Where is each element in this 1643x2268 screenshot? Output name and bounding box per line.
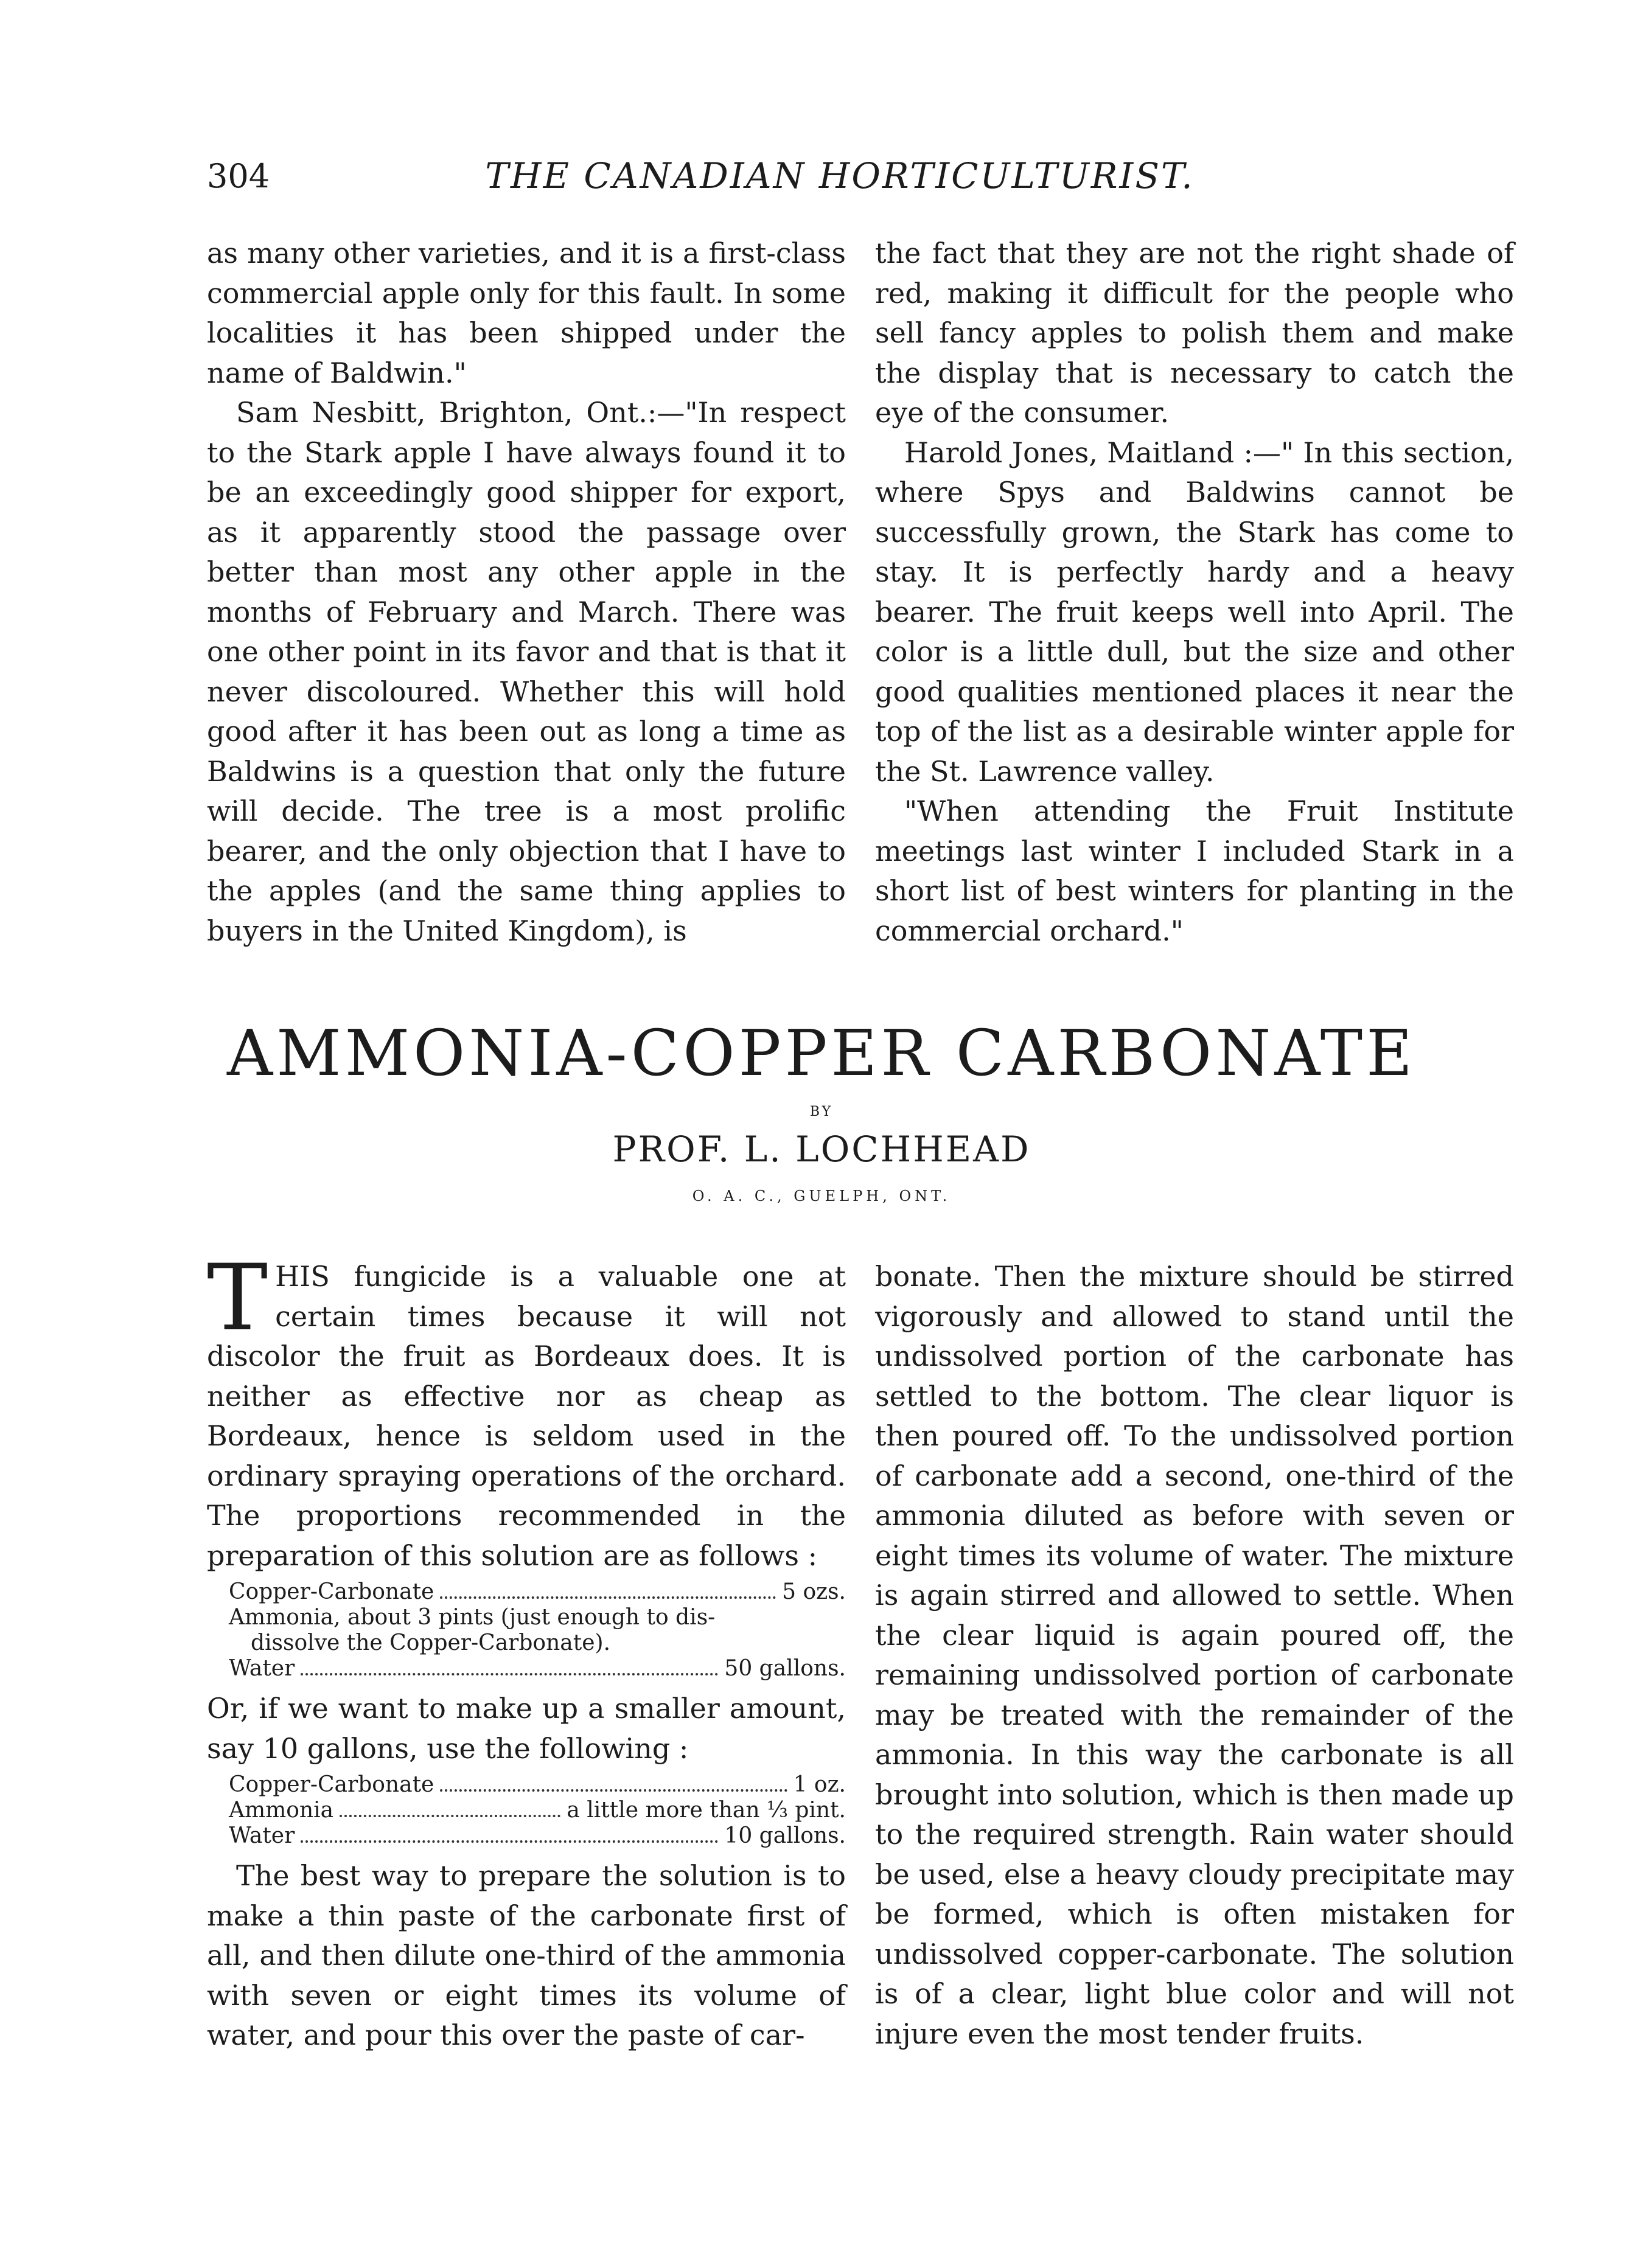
paragraph: Sam Nesbitt, Brighton, Ont.:—"In respect to the Stark apple I have always found it to be an exceedingly good shipper for export, as it apparently stood the passage over better than most any other apple in the months of February and March. There was one other point in its favor and that is that it never discoloured. Whether this will hold good after it has been out as long a time as Baldwins is a question that only the future will decide. The tree is a most prolific bearer, and the only objection that I have to the apples (and the same thing applies to buyers in the United Kingdom), is: [207, 396, 846, 947]
ingredient-quantity: 5 ozs.: [782, 1579, 846, 1604]
article-left-column: [207, 1245, 846, 2056]
article-right-column: [875, 1257, 1514, 2054]
paragraph: [207, 1245, 846, 1576]
recipe-list: [207, 1579, 846, 1682]
paragraph: Or, if we want to make up a smaller amount, say 10 gallons, use the following :: [207, 1692, 846, 1765]
top-right-column: [875, 234, 1514, 951]
ingredient-name: Ammonia: [229, 1798, 334, 1823]
paragraph-text: HIS fungicide is a valuable one at certain times because it will not discolor the fruit as Bordeaux does. It is neither as effective nor as cheap as Bordeaux, hence is seldom used in the ordinary spraying operations of the orchard. The proportions recommended in the preparation of this solution are as follows :: [207, 1260, 846, 1572]
paragraph: "When attending the Fruit Institute meetings last winter I included Stark in a short list of best winters for planting in the commercial orchard.": [875, 795, 1514, 947]
ingredient-name: Copper-Carbonate: [229, 1772, 434, 1797]
leader-dots: [301, 1656, 718, 1675]
leader-dots: [440, 1579, 776, 1599]
author-affiliation: O. A. C., GUELPH, ONT.: [692, 1188, 951, 1205]
top-left-column: [207, 234, 846, 951]
author-name: PROF. L. LOCHHEAD: [612, 1129, 1031, 1170]
recipe-row: [207, 1656, 846, 1682]
recipe-row: [207, 1579, 846, 1605]
article-title: AMMONIA-COPPER CARBONATE: [226, 1016, 1417, 1090]
recipe-list: [207, 1772, 846, 1849]
ingredient-quantity: 50 gallons.: [724, 1656, 846, 1681]
paragraph: The best way to prepare the solution is to make a thin paste of the carbonate first of all, and then dilute one-third of the ammonia with seven or eight times its volume of water, and pour this over the paste of car-: [207, 1859, 846, 2051]
ingredient-name: Water: [229, 1823, 295, 1848]
ingredient-quantity: 1 oz.: [793, 1772, 846, 1797]
byline-by: BY: [809, 1104, 834, 1119]
recipe-row: [207, 1798, 846, 1823]
ingredient-quantity: 10 gallons.: [724, 1823, 846, 1848]
ingredient-name: Ammonia, about 3 pints (just enough to dis-: [229, 1605, 716, 1630]
leader-dots: [301, 1823, 718, 1843]
ingredient-name: Water: [229, 1656, 295, 1681]
recipe-row-continuation: dissolve the Copper-Carbonate).: [251, 1630, 611, 1655]
drop-cap: T: [207, 1245, 268, 1351]
leader-dots: [440, 1772, 787, 1792]
paragraph: as many other varieties, and it is a first-class commercial apple only for this fault. In some localities it has been shipped under the name of Baldwin.": [207, 237, 846, 389]
recipe-row: [207, 1605, 846, 1630]
leader-dots: [340, 1798, 560, 1817]
paragraph: Harold Jones, Maitland :—" In this section, where Spys and Baldwins cannot be successfully grown, the Stark has come to stay. It is perfectly hardy and a heavy bearer. The fruit keeps well into April. The color is a little dull, but the size and other good qualities mentioned places it near the top of the list as a desirable winter apple for the St. Lawrence valley.: [875, 436, 1514, 788]
ingredient-name: Copper-Carbonate: [229, 1579, 434, 1604]
paragraph: the fact that they are not the right shade of red, making it difficult for the people who sell fancy apples to polish them and make the display that is necessary to catch the eye of the consumer.: [875, 237, 1514, 429]
page-number: 304: [207, 157, 270, 195]
paragraph: bonate. Then the mixture should be stirred vigorously and allowed to stand until the undissolved portion of the carbonate has settled to the bottom. The clear liquor is then poured off. To the undissolved portion of carbonate add a second, one-third of the ammonia diluted as before with seven or eight times its volume of water. The mixture is again stirred and allowed to settle. When the clear liquid is again poured off, the remaining undissolved portion of carbonate may be treated with the remainder of the ammonia. In this way the carbonate is all brought into solution, which is then made up to the required strength. Rain water should be used, else a heavy cloudy precipitate may be formed, which is often mistaken for undissolved copper-carbonate. The solution is of a clear, light blue color and will not injure even the most tender fruits.: [875, 1260, 1514, 2050]
recipe-row: [207, 1772, 846, 1798]
running-title: THE CANADIAN HORTICULTURIST.: [485, 155, 1195, 197]
recipe-row: [207, 1823, 846, 1849]
ingredient-quantity: a little more than ⅓ pint.: [567, 1798, 846, 1823]
